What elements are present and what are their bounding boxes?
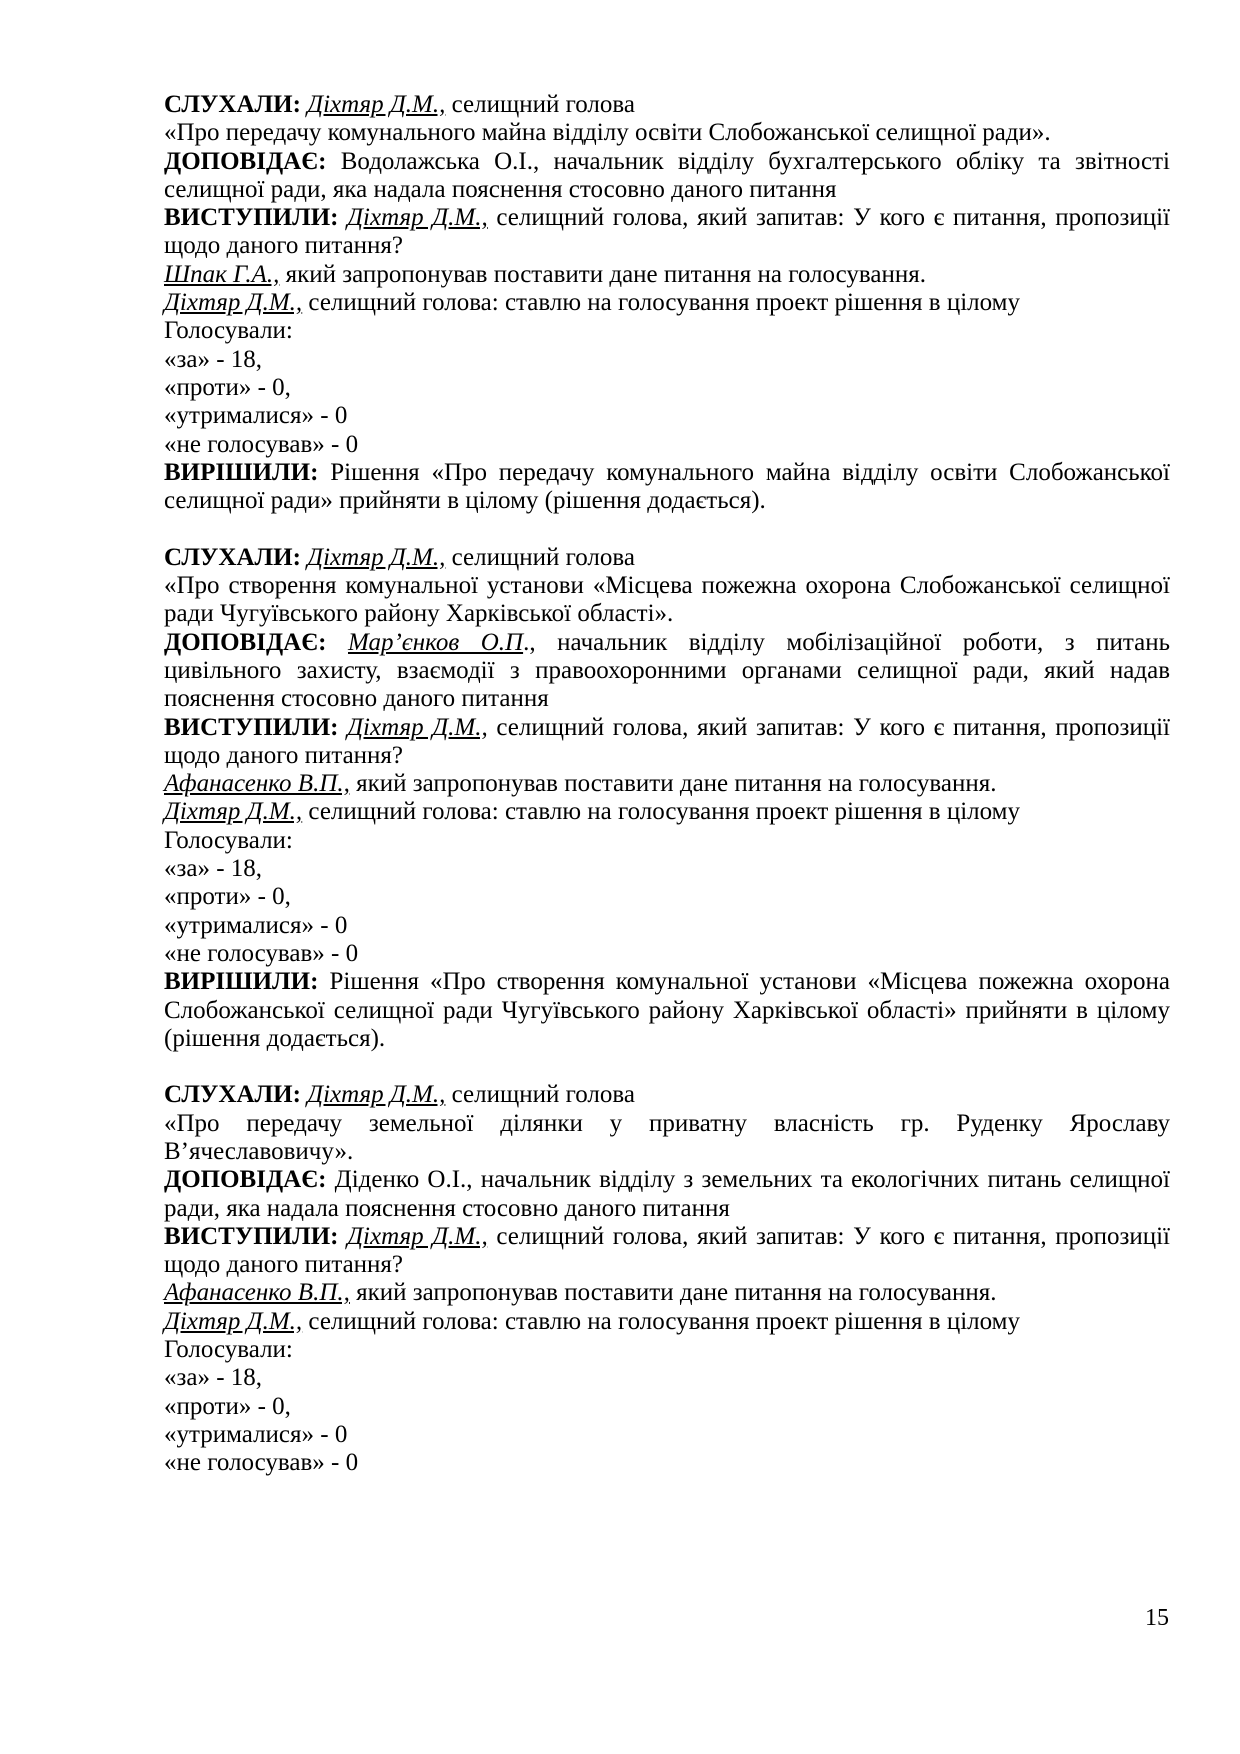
speaker-text: селищний голова: ставлю на голосування проект рішення в цілому <box>302 1307 1020 1335</box>
heard-role: селищний голова <box>445 543 635 571</box>
heard-line <box>164 1081 1170 1109</box>
speakers-label: ВИСТУПИЛИ: <box>164 1222 339 1250</box>
speaker-line <box>164 770 1170 798</box>
agenda-item-3 <box>164 1081 1170 1477</box>
voted-label: Голосували: <box>164 826 293 854</box>
speaker-name: Шпак Г.А., <box>164 260 280 288</box>
topic-line: «Про передачу земельної ділянки у приватну власність гр. Руденку Ярославу В’ячеславовичу». <box>164 1109 1170 1165</box>
speaker-name: Афанасенко В.П., <box>164 1279 350 1307</box>
decided-label: ВИРІШИЛИ: <box>164 458 319 486</box>
speaker-text: селищний голова, який запитав: У кого є питання, пропозиції щодо даного питання? <box>164 1222 1170 1279</box>
reporter-text: ., начальник відділу мобілізаційної роботи, з питань цивільного захисту, взаємодії з правоохоронними органами селищної ради, який надав пояснення стосовно даного питання <box>164 628 1170 713</box>
speaker-text: селищний голова, який запитав: У кого є питання, пропозиції щодо даного питання? <box>164 713 1170 769</box>
vote-for: «за» - 18, <box>164 855 263 883</box>
speaker-line <box>164 261 1170 289</box>
reporter-line <box>164 1166 1170 1223</box>
heard-label: СЛУХАЛИ: <box>164 543 301 571</box>
speakers-line <box>164 1223 1170 1280</box>
vote-not-voted: «не голосував» - 0 <box>164 1449 359 1477</box>
speaker-text: селищний голова, який запитав: У кого є питання, пропозиції щодо даного питання? <box>164 204 1170 260</box>
topic-line: «Про передачу комунального майна відділу освіти Слобожанської селищної ради». <box>164 119 1051 147</box>
speaker-name: Діхтяр Д.М., <box>164 798 303 826</box>
speakers-line <box>164 204 1170 261</box>
heard-name: Діхтяр Д.М., <box>307 543 446 571</box>
vote-for: «за» - 18, <box>164 1364 263 1392</box>
voted-label: Голосували: <box>164 317 293 345</box>
vote-abstained: «утрималися» - 0 <box>164 402 348 430</box>
heard-name: Діхтяр Д.М., <box>307 91 446 118</box>
vote-for: «за» - 18, <box>164 345 263 373</box>
reporter-label: ДОПОВІДАЄ: <box>164 1166 327 1194</box>
vote-against: «проти» - 0, <box>164 1392 291 1420</box>
heard-line <box>164 91 1170 119</box>
vote-against: «проти» - 0, <box>164 883 291 911</box>
heard-role: селищний голова <box>445 91 635 118</box>
speaker-text: селищний голова: ставлю на голосування проект рішення в цілому <box>302 289 1020 317</box>
speaker-name: Афанасенко В.П., <box>164 770 350 798</box>
page-number: 15 <box>1145 1605 1169 1631</box>
speaker-line <box>164 1279 1170 1307</box>
heard-label: СЛУХАЛИ: <box>164 1081 301 1109</box>
reporter-line <box>164 629 1170 714</box>
decided-line <box>164 459 1170 516</box>
vote-abstained: «утрималися» - 0 <box>164 911 348 939</box>
speaker-line <box>164 1308 1170 1336</box>
heard-name: Діхтяр Д.М., <box>307 1081 446 1109</box>
speaker-name: Діхтяр Д.М., <box>347 1222 488 1250</box>
decided-text: Рішення «Про створення комунальної установи «Місцева пожежна охорона Слобожанської селищної ради Чугуївського району Харківської області» прийняти в цілому (рішення додається). <box>164 968 1170 1052</box>
agenda-item-2 <box>164 544 1170 1053</box>
reporter-label: ДОПОВІДАЄ: <box>164 147 327 175</box>
voted-label: Голосували: <box>164 1336 293 1364</box>
heard-label: СЛУХАЛИ: <box>164 91 301 118</box>
vote-abstained: «утрималися» - 0 <box>164 1420 348 1448</box>
reporter-label: ДОПОВІДАЄ: <box>164 628 327 656</box>
reporter-line <box>164 148 1170 205</box>
speaker-line <box>164 289 1170 317</box>
speaker-text: селищний голова: ставлю на голосування проект рішення в цілому <box>302 798 1020 826</box>
reporter-text: Діденко О.І., начальник відділу з земельних та екологічних питань селищної ради, яка надала пояснення стосовно даного питання <box>164 1166 1170 1222</box>
vote-against: «проти» - 0, <box>164 373 291 401</box>
reporter-name: Мар’єнков О.П <box>348 628 524 656</box>
speaker-name: Діхтяр Д.М., <box>164 1307 303 1335</box>
speaker-name: Діхтяр Д.М., <box>347 713 488 741</box>
reporter-text: Водолажська О.І., начальник відділу бухгалтерського обліку та звітності селищної ради, яка надала пояснення стосовно даного питання <box>164 147 1170 203</box>
speaker-text: який запропонував поставити дане питання на голосування. <box>349 770 997 798</box>
agenda-item-1 <box>164 91 1170 515</box>
speakers-line <box>164 714 1170 771</box>
speakers-label: ВИСТУПИЛИ: <box>164 713 339 741</box>
decided-label: ВИРІШИЛИ: <box>164 968 319 996</box>
decided-text: Рішення «Про передачу комунального майна відділу освіти Слобожанської селищної ради» прийняти в цілому (рішення додається). <box>164 458 1170 515</box>
speaker-name: Діхтяр Д.М., <box>347 204 488 232</box>
speakers-label: ВИСТУПИЛИ: <box>164 204 339 232</box>
vote-not-voted: «не голосував» - 0 <box>164 939 359 967</box>
vote-not-voted: «не голосував» - 0 <box>164 430 359 458</box>
speaker-text: який запропонував поставити дане питання на голосування. <box>349 1279 997 1307</box>
speaker-text: який запропонував поставити дане питання на голосування. <box>279 260 926 288</box>
decided-line <box>164 968 1170 1053</box>
heard-line <box>164 544 1170 572</box>
minutes-content <box>164 91 1170 1478</box>
heard-role: селищний голова <box>445 1081 635 1109</box>
speaker-name: Діхтяр Д.М., <box>164 289 303 317</box>
topic-line: «Про створення комунальної установи «Місцева пожежна охорона Слобожанської селищної ради Чугуївського району Харківської області». <box>164 572 1170 628</box>
speaker-line <box>164 798 1170 826</box>
